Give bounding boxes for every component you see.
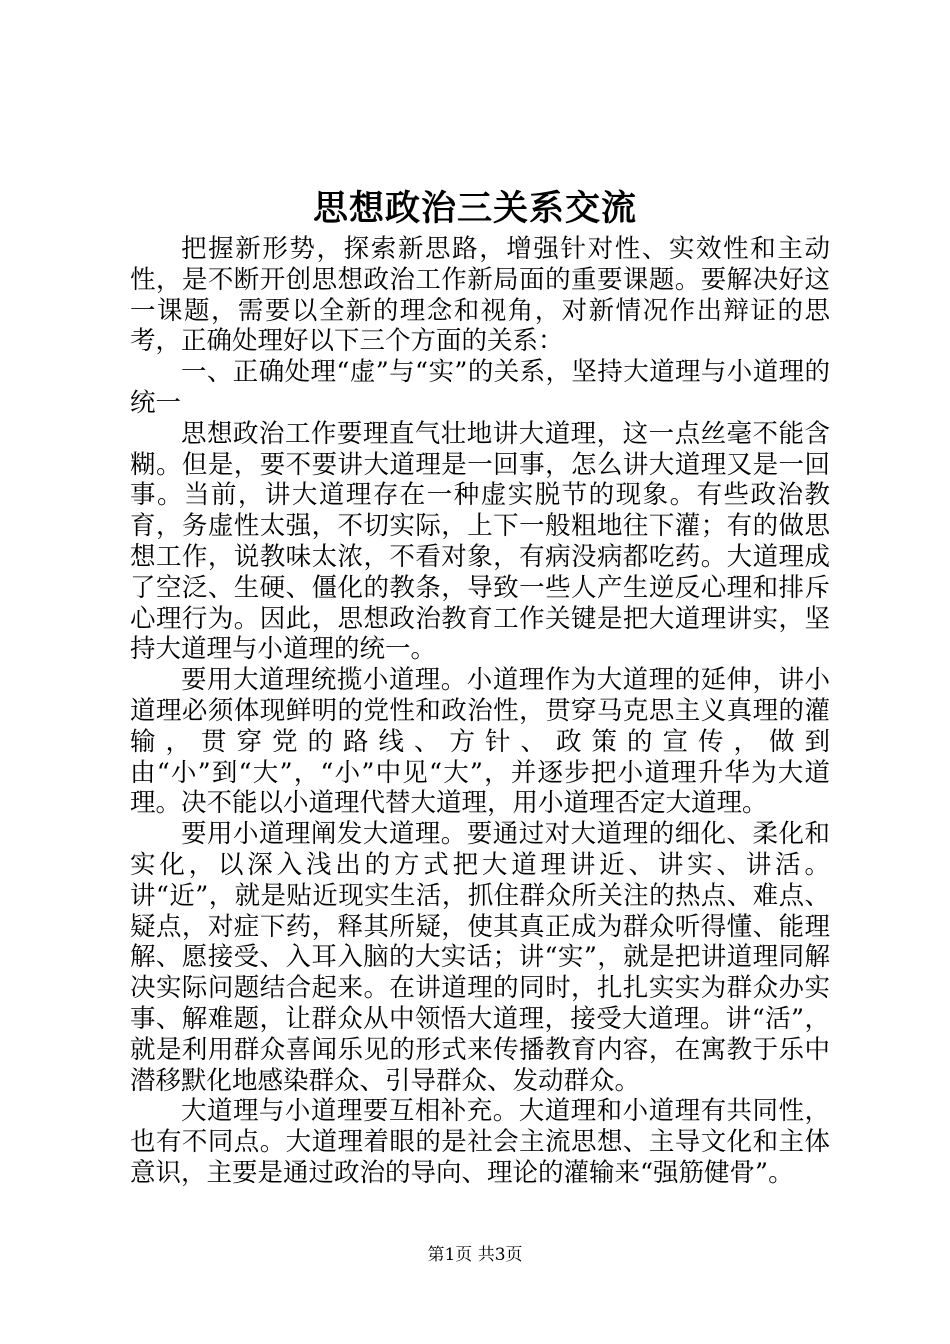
document-body xyxy=(130,234,830,1189)
paragraph: 大道理与小道理要互相补充。大道理和小道理有共同性，也有不同点。大道理着眼的是社会主流思想、主导文化和主体意识，主要是通过政治的导向、理论的灌输来“强筋健骨”。 xyxy=(130,1096,830,1188)
document-title: 思想政治三关系交流 xyxy=(312,188,637,229)
paragraph: 要用大道理统揽小道理。小道理作为大道理的延伸，讲小道理必须体现鲜明的党性和政治性，贯穿马克思主义真理的灌输，贯穿党的路线、方针、政策的宣传，做到由“小”到“大”，“小”中见“大”，并逐步把小道理升华为大道理。决不能以小道理代替大道理，用小道理否定大道理。 xyxy=(130,665,830,819)
paragraph: 要用小道理阐发大道理。要通过对大道理的细化、柔化和实化，以深入浅出的方式把大道理讲近、讲实、讲活。讲“近”，就是贴近现实生活，抓住群众所关注的热点、难点、疑点，对症下药，释其所疑，使其真正成为群众听得懂、能理解、愿接受、入耳入脑的大实话；讲“实”，就是把讲道理同解决实际问题结合起来。在讲道理的同时，扎扎实实为群众办实事、解难题，让群众从中领悟大道理，接受大道理。讲“活”，就是利用群众喜闻乐见的形式来传播教育内容，在寓教于乐中潜移默化地感染群众、引导群众、发动群众。 xyxy=(130,819,830,1096)
section-heading: 一、正确处理“虚”与“实”的关系，坚持大道理与小道理的统一 xyxy=(130,357,830,418)
page-footer: 第1页 共3页 xyxy=(427,1245,523,1265)
paragraph-intro: 把握新形势，探索新思路，增强针对性、实效性和主动性，是不断开创思想政治工作新局面的重要课题。要解决好这一课题，需要以全新的理念和视角，对新情况作出辩证的思考，正确处理好以下三个方面的关系： xyxy=(130,234,830,357)
paragraph: 思想政治工作要理直气壮地讲大道理，这一点丝毫不能含糊。但是，要不要讲大道理是一回事，怎么讲大道理又是一回事。当前，讲大道理存在一种虚实脱节的现象。有些政治教育，务虚性太强，不切实际，上下一般粗地往下灌；有的做思想工作，说教味太浓，不看对象，有病没病都吃药。大道理成了空泛、生硬、僵化的教条，导致一些人产生逆反心理和排斥心理行为。因此，思想政治教育工作关键是把大道理讲实，坚持大道理与小道理的统一。 xyxy=(130,418,830,665)
